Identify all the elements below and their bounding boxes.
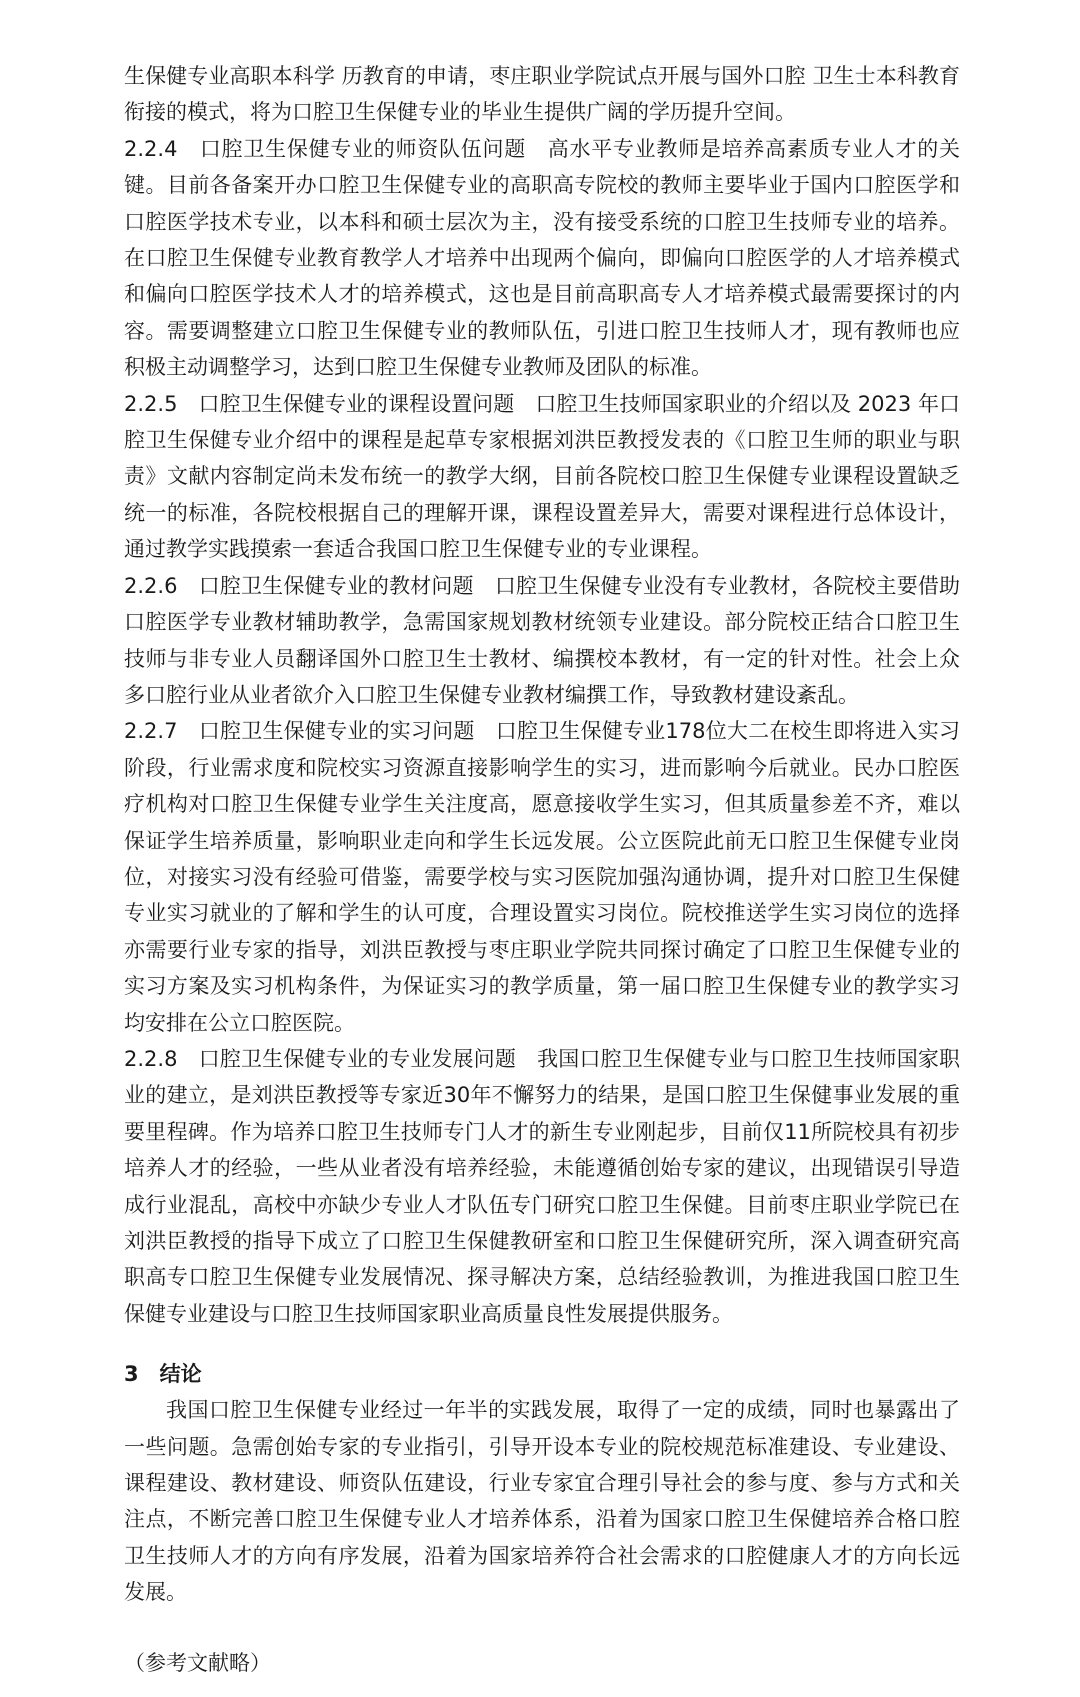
section-2-2-4 [124, 131, 960, 386]
section-2-2-7-heading: 2.2.7 口腔卫生保健专业的实习问题 [124, 719, 475, 744]
section-2-2-8-heading: 2.2.8 口腔卫生保健专业的专业发展问题 [124, 1046, 516, 1071]
section-2-2-6-heading: 2.2.6 口腔卫生保健专业的教材问题 [124, 573, 474, 598]
section-2-2-5-body: 口腔卫生技师国家职业的介绍以及 2023 年口腔卫生保健专业介绍中的课程是起草专家根据刘洪臣教授发表的《口腔卫生师的职业与职责》文献内容制定尚未发布统一的教学大纲，目前各院校口腔卫生保健专业课程设置缺乏统一的标准，各院校根据自己的理解开课，课程设置差异大，需要对课程进行总体设计，通过教学实践摸索一套适合我国口腔卫生保健专业的专业课程。 [124, 391, 960, 562]
section-2-2-6-body: 口腔卫生保健专业没有专业教材，各院校主要借助口腔医学专业教材辅助教学，急需国家规划教材统领专业建设。部分院校正结合口腔卫生技师与非专业人员翻译国外口腔卫生士教材、编撰校本教材，有一定的针对性。社会上众多口腔行业从业者欲介入口腔卫生保健专业教材编撰工作，导致教材建设紊乱。 [124, 573, 960, 707]
conclusion-heading: 3 结论 [124, 1362, 202, 1387]
section-2-2-7 [124, 713, 960, 1041]
conclusion-paragraph: 我国口腔卫生保健专业经过一年半的实践发展，取得了一定的成绩，同时也暴露出了一些问题。急需创始专家的专业指引，引导开设本专业的院校规范标准建设、专业建设、课程建设、教材建设、师资队伍建设，行业专家宜合理引导社会的参与度、参与方式和关注点，不断完善口腔卫生保健专业人才培养体系，沿着为国家口腔卫生保健培养合格口腔卫生技师人才的方向有序发展，沿着为国家培养符合社会需求的口腔健康人才的方向长远发展。 [124, 1398, 960, 1605]
section-2-2-5-heading: 2.2.5 口腔卫生保健专业的课程设置问题 [124, 391, 515, 416]
section-2-2-6 [124, 568, 960, 714]
section-2-2-5 [124, 386, 960, 568]
intro-paragraph [124, 58, 960, 131]
section-2-2-8-body: 我国口腔卫生保健专业与口腔卫生技师国家职业的建立，是刘洪臣教授等专家近30年不懈努力的结果，是国口腔卫生保健事业发展的重要里程碑。作为培养口腔卫生技师专门人才的新生专业刚起步，目前仅11所院校具有初步培养人才的经验，一些从业者没有培养经验，未能遵循创始专家的建议，出现错误引导造成行业混乱，高校中亦缺少专业人才队伍专门研究口腔卫生保健。目前枣庄职业学院已在刘洪臣教授的指导下成立了口腔卫生保健教研室和口腔卫生保健研究所，深入调查研究高职高专口腔卫生保健专业发展情况、探寻解决方案，总结经验教训，为推进我国口腔卫生保健专业建设与口腔卫生技师国家职业高质量良性发展提供服务。 [124, 1046, 961, 1326]
section-2-2-4-heading: 2.2.4 口腔卫生保健专业的师资队伍问题 [124, 136, 526, 161]
intro-text: 生保健专业高职本科学 历教育的申请，枣庄职业学院试点开展与国外口腔 卫生士本科教育衔接的模式，将为口腔卫生保健专业的毕业生提供广阔的学历提升空间。 [124, 64, 960, 125]
section-2-2-8 [124, 1041, 960, 1332]
section-2-2-4-body: 高水平专业教师是培养高素质专业人才的关键。目前各备案开办口腔卫生保健专业的高职高专院校的教师主要毕业于国内口腔医学和口腔医学技术专业，以本科和硕士层次为主，没有接受系统的口腔卫生技师专业的培养。在口腔卫生保健专业教育教学人才培养中出现两个偏向，即偏向口腔医学的人才培养模式和偏向口腔医学技术人才的培养模式，这也是目前高职高专人才培养模式最需要探讨的内容。需要调整建立口腔卫生保健专业的教师队伍，引进口腔卫生技师人才，现有教师也应积极主动调整学习，达到口腔卫生保健专业教师及团队的标准。 [124, 136, 961, 380]
references-note: （参考文献略） [124, 1650, 271, 1675]
section-2-2-7-body: 口腔卫生保健专业178位大二在校生即将进入实习阶段，行业需求度和院校实习资源直接影响学生的实习，进而影响今后就业。民办口腔医疗机构对口腔卫生保健专业学生关注度高，愿意接收学生实习，但其质量参差不齐，难以保证学生培养质量，影响职业走向和学生长远发展。公立医院此前无口腔卫生保健专业岗位，对接实习没有经验可借鉴，需要学校与实习医院加强沟通协调，提升对口腔卫生保健专业实习就业的了解和学生的认可度，合理设置实习岗位。院校推送学生实习岗位的选择亦需要行业专家的指导，刘洪臣教授与枣庄职业学院共同探讨确定了口腔卫生保健专业的实习方案及实习机构条件，为保证实习的教学质量，第一届口腔卫生保健专业的教学实习均安排在公立口腔医院。 [124, 719, 960, 1035]
article-body [124, 58, 960, 1681]
